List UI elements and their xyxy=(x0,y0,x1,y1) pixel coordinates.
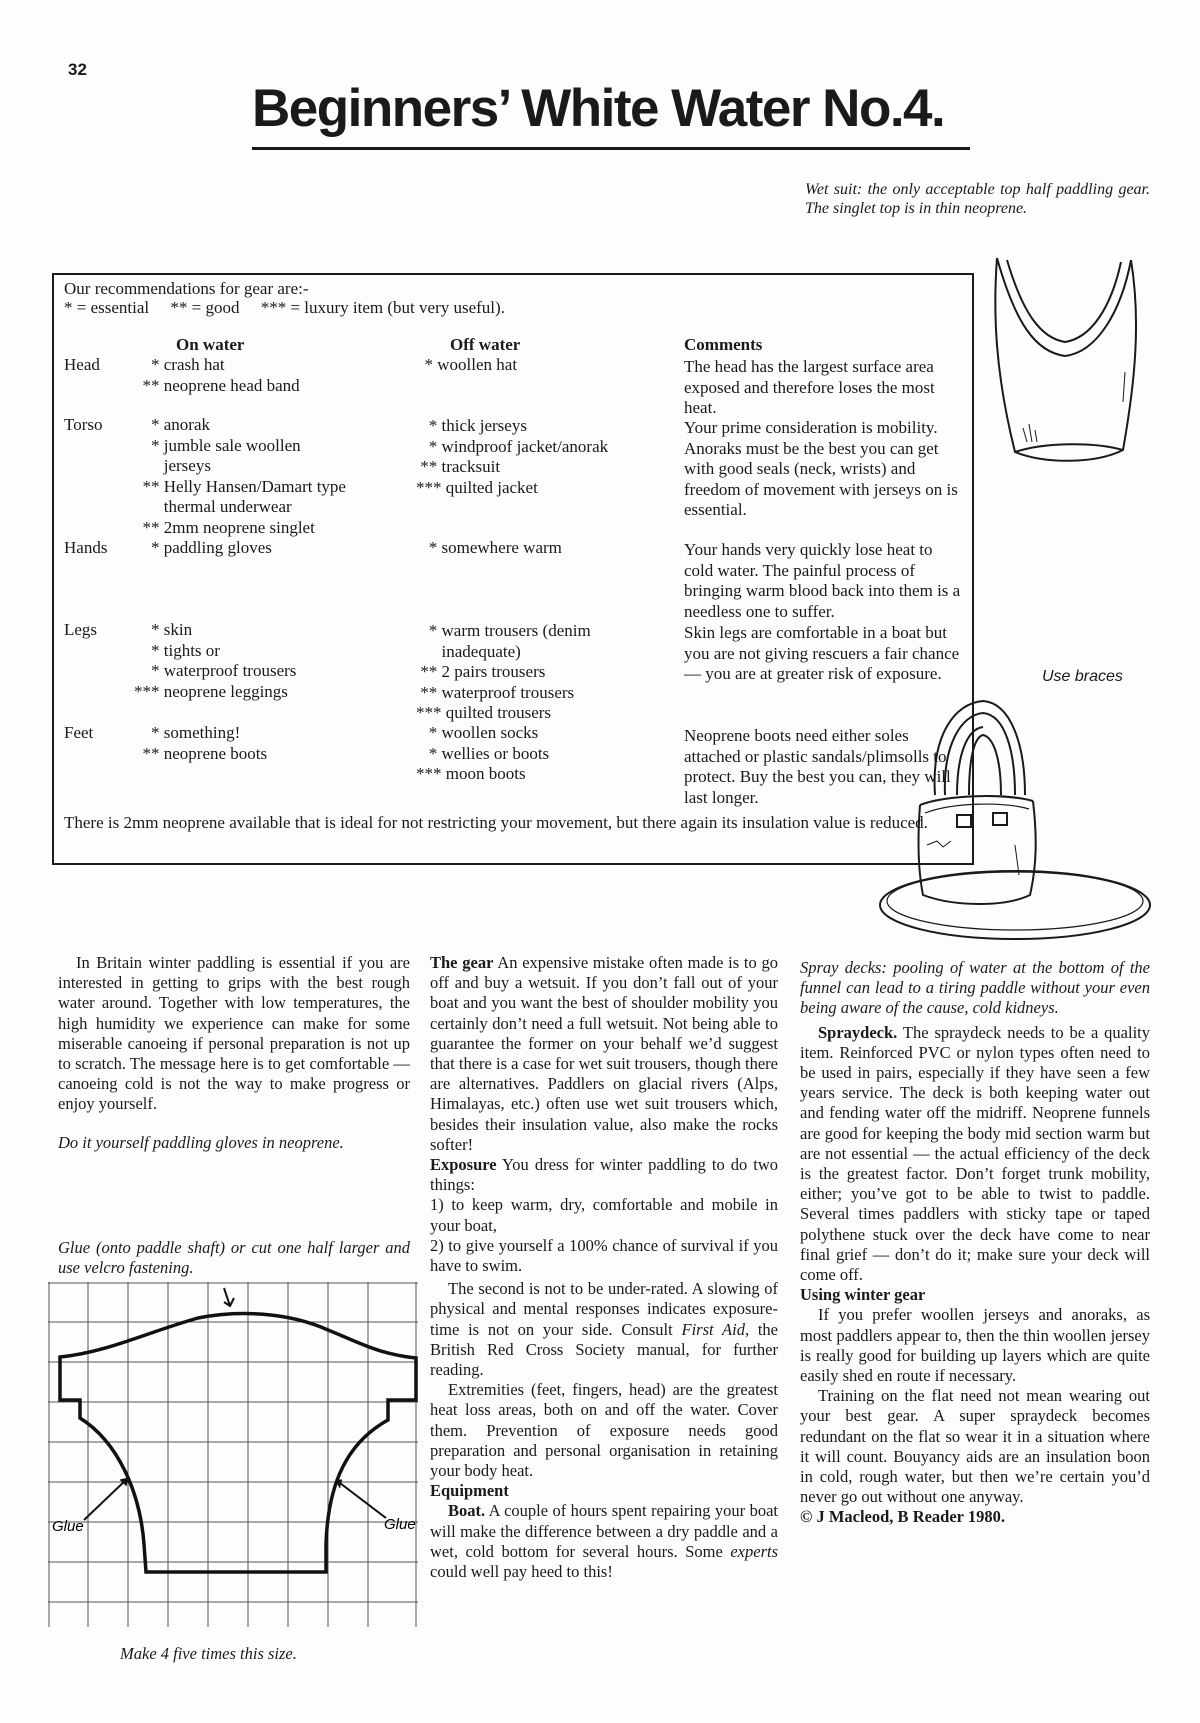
intro-paragraph: In Britain winter paddling is essential if you are interested in getting to grips with the best rough water around. Together with low temperatures, the high humidity we experience can make for some miserable canoeing if personal preparation is not up to scratch. The message here is to get comfortable — canoeing cold is not the way to make progress or enjoy yourself. xyxy=(58,953,410,1114)
row-hands-label: Hands xyxy=(64,538,108,557)
gear-recommendations-table xyxy=(52,273,974,865)
winter-gear-heading: Using winter gear xyxy=(800,1285,926,1305)
gear-article-column xyxy=(430,953,778,1582)
boat-text-italic: experts xyxy=(730,1541,778,1561)
copyright: © J Macleod, B Reader 1980. xyxy=(800,1507,1005,1527)
row-feet-label: Feet xyxy=(64,723,94,742)
gear-intro: Our recommendations for gear are:- xyxy=(64,279,309,298)
exposure-text: You dress for winter paddling to do two things: xyxy=(430,1155,778,1195)
wetsuit-singlet-illustration xyxy=(985,252,1145,472)
braces-caption: Use braces xyxy=(1042,668,1123,685)
exposure-p2b: , the British Red Cross Society manual, for further reading. xyxy=(430,1319,778,1380)
exposure-item-1: 1) to keep warm, dry, comfortable and mobile in your boat, xyxy=(430,1195,778,1235)
row-torso-on-water: * anorak * jumble sale woollen jerseys ** Helly Hansen/Damart type thermal underwear ** 2mm neoprene singlet xyxy=(142,415,346,537)
row-head-off-water: * woollen hat xyxy=(416,355,518,374)
equipment-heading: Equipment xyxy=(430,1481,509,1501)
row-hands-on-water: * paddling gloves xyxy=(134,538,272,557)
row-head-on-water: * crash hat ** neoprene head band xyxy=(142,355,300,395)
gear-text: An expensive mistake often made is to go off and buy a wetsuit. If you don’t fall out of your boat and you want the best of shoulder mobility you certainly don’t need a full wetsuit. Not being able to guarantee the former on your behalf we’d suggest that there is a case for wet suit trousers, though there are alternatives. Paddlers on glacial rivers (Alps, Himalayas, etc.) often use wet suit trousers which, besides their insulation value, also make the rocks softer! xyxy=(430,953,779,1154)
row-legs-label: Legs xyxy=(64,620,98,639)
exposure-lead: Exposure xyxy=(430,1155,497,1175)
winter-gear-p1: If you prefer woollen jerseys and anoraks, as most paddlers appear to, then the thin woollen jersey is really good for building up layers which are quite easily shed en route if necessary. xyxy=(800,1305,1150,1386)
gear-lead: The gear xyxy=(430,953,494,972)
spraydeck-article-column xyxy=(800,958,1150,1528)
page-number: 32 xyxy=(68,60,87,79)
glue-label-right: Glue xyxy=(384,1516,416,1533)
row-feet-on-water: * something! ** neoprene boots xyxy=(142,723,268,763)
boat-lead: Boat. xyxy=(448,1501,486,1521)
boat-text-a: A couple of hours spent repairing your boat will make the difference between a dry paddle and a wet, cold bottom for several hours. Some xyxy=(430,1501,778,1561)
spraydeck-caption: Spray decks: pooling of water at the bottom of the funnel can lead to a tiring paddle without your even being aware of the cause, cold kidneys. xyxy=(800,958,1150,1018)
row-head-label: Head xyxy=(64,355,100,374)
scale-note-caption: Make 4 five times this size. xyxy=(120,1644,297,1663)
boat-text-b: could well pay heed to this! xyxy=(430,1562,613,1582)
row-legs-off-water: * warm trousers (denim inadequate) ** 2 pairs trousers ** waterproof trousers *** quilted trousers xyxy=(416,621,591,722)
winter-gear-p2: Training on the flat need not mean wearing out your best gear. A super spraydeck becomes redundant on the flat so wear it in a situation where it will count. Bouyancy aids are an insulation boon in cold, rough water, but then we’re certain you’d never go out without one anyway. xyxy=(800,1386,1150,1507)
header-on-water: On water xyxy=(176,335,245,354)
header-off-water: Off water xyxy=(450,335,521,354)
spraydeck-lead: Spraydeck. xyxy=(818,1022,898,1042)
row-feet-comment: Neoprene boots need either soles attached or plastic sandals/plimsolls to protect. Buy the best you can, they will last longer. xyxy=(684,726,951,807)
header-comments: Comments xyxy=(684,335,763,354)
page-title: Beginners’ White Water No.4. xyxy=(252,79,945,138)
gear-key: * = essential ** = good *** = luxury item (but very useful). xyxy=(64,298,505,317)
row-torso-label: Torso xyxy=(64,415,103,434)
title-rule xyxy=(252,147,970,150)
exposure-p3: Extremities (feet, fingers, head) are the greatest heat loss areas, both on and off the water. Cover them. Prevention of exposure needs good preparation and personal organisation in retaining your body heat. xyxy=(430,1380,778,1481)
row-head-comment: The head has the largest surface area exposed and therefore loses the most heat. xyxy=(684,357,935,417)
exposure-p2a: The second is not to be under-rated. A slowing of physical and mental responses indicates exposure-time is not on your side. Consult xyxy=(430,1279,778,1339)
gear-footnote: There is 2mm neoprene available that is ideal for not restricting your movement, but there again its insulation value is reduced. xyxy=(64,813,928,832)
glue-instructions-caption: Glue (onto paddle shaft) or cut one half larger and use velcro fastening. xyxy=(58,1238,410,1277)
intro-column xyxy=(58,953,410,1153)
row-legs-on-water: * skin * tights or * waterproof trousers *** neoprene leggings xyxy=(134,620,297,701)
row-torso-off-water: * thick jerseys * windproof jacket/anorak ** tracksuit *** quilted jacket xyxy=(416,416,609,497)
exposure-item-2: 2) to give yourself a 100% chance of survival if you have to swim. xyxy=(430,1235,778,1276)
wetsuit-caption: Wet suit: the only acceptable top half paddling gear. The singlet top is in thin neoprene. xyxy=(805,181,1150,217)
glue-label-left: Glue xyxy=(52,1518,84,1535)
row-legs-comment: Skin legs are comfortable in a boat but you are not giving rescuers a fair chance — you are at greater risk of exposure. xyxy=(684,623,960,683)
row-feet-off-water: * woollen socks * wellies or boots *** moon boots xyxy=(416,723,550,783)
glove-pattern-diagram xyxy=(48,1282,418,1627)
first-aid-title: First Aid xyxy=(681,1319,745,1339)
gloves-caption: Do it yourself paddling gloves in neoprene. xyxy=(58,1132,344,1152)
spraydeck-text: The spraydeck needs to be a quality item. Reinforced PVC or nylon types often need to be used in pairs, especially if they have seen a few years service. The deck is both keeping water out and fending water off the midriff. Neoprene funnels are good for keeping the body mid section warm but are not essential — the actual efficiency of the deck is the greatest factor. Don’t forget trunk mobility, either; you’ve got to be able to twist to paddle. Several times paddlers with sticky tape or taped polythene stuck over the deck have come to near final grief — don’t do it; make sure your deck will come off. xyxy=(800,1022,1150,1285)
row-hands-off-water: * somewhere warm xyxy=(416,538,562,557)
row-hands-comment: Your hands very quickly lose heat to cold water. The painful process of bringing warm blood back into them is a needless one to suffer. xyxy=(684,540,961,621)
row-torso-comment: Your prime consideration is mobility. Anoraks must be the best you can get with good seals (neck, wrists) and freedom of movement with jerseys on is essential. xyxy=(684,418,958,519)
spraydeck-illustration xyxy=(865,695,1155,950)
